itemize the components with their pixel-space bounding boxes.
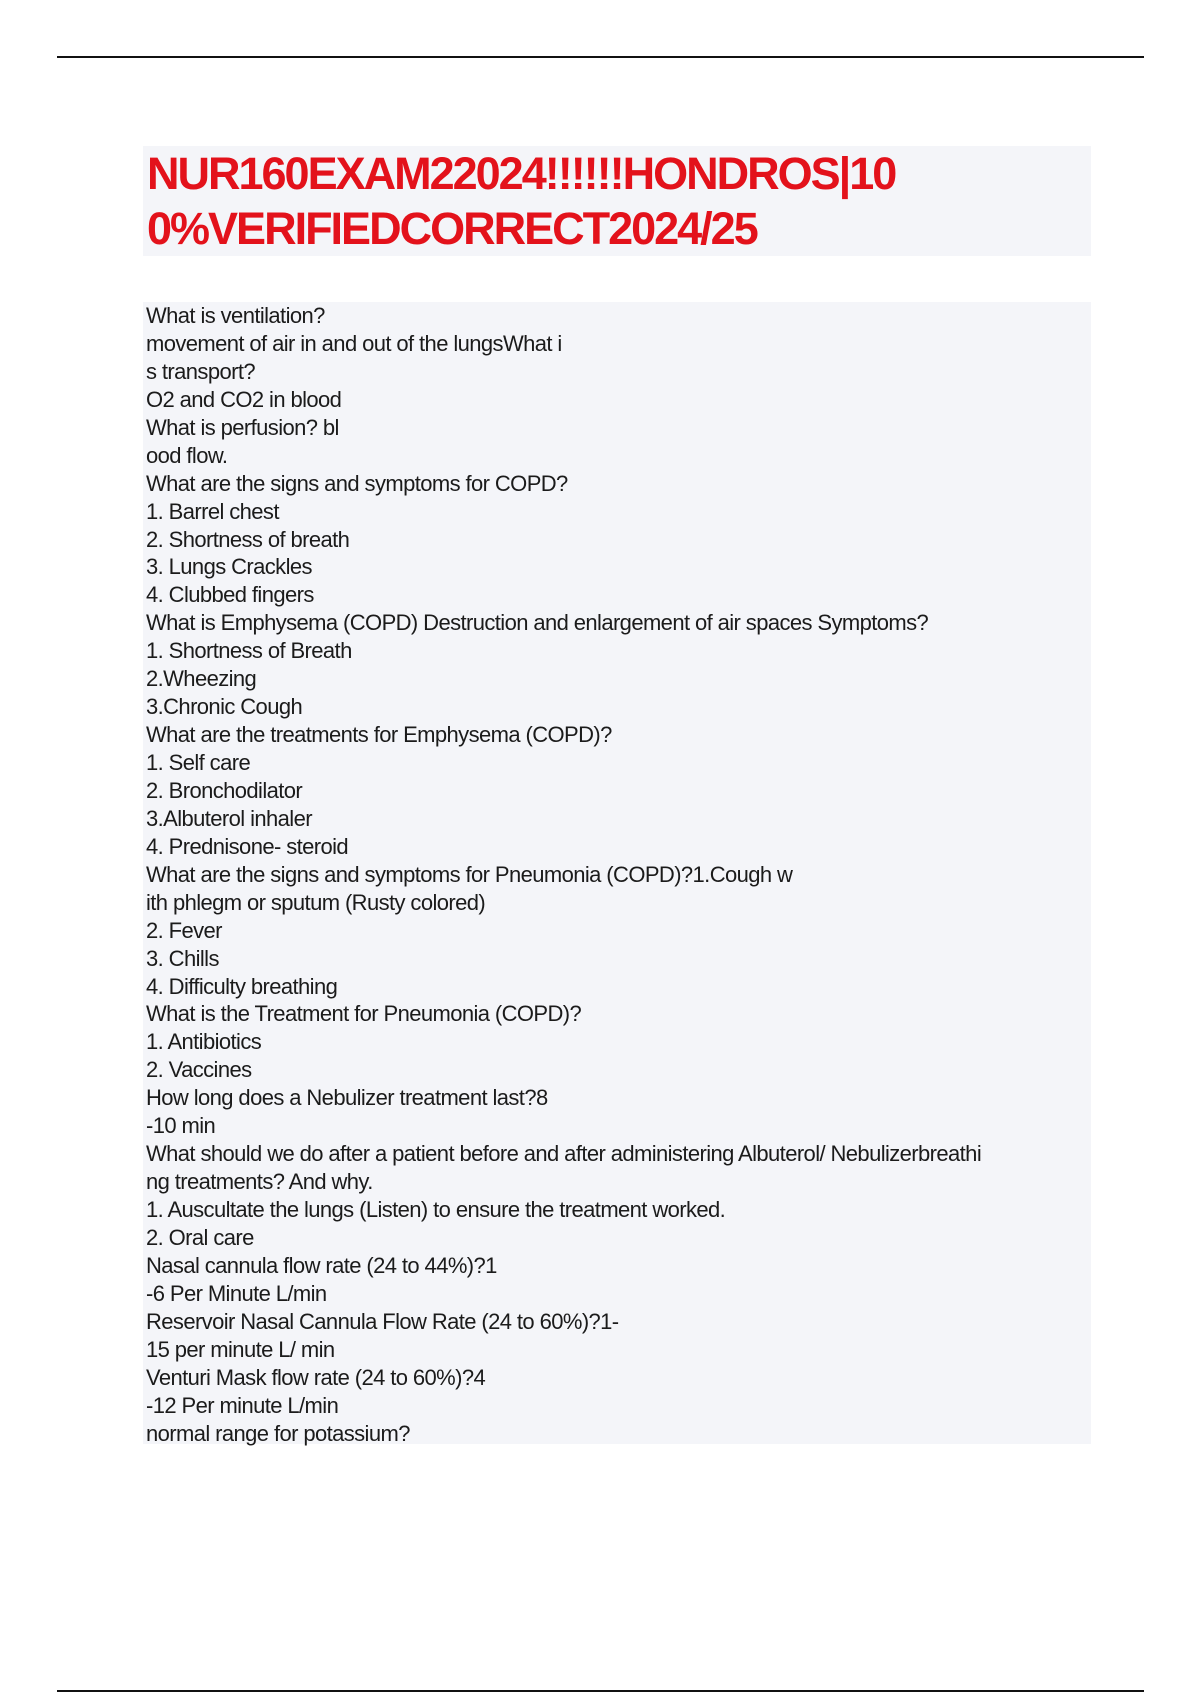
text-line: -6 Per Minute L/min	[146, 1280, 327, 1306]
text-line: What is perfusion? bl	[146, 414, 339, 440]
text-line: 3.Chronic Cough	[146, 694, 303, 720]
title-line-1: NUR160EXAM22024!!!!!!HONDROS|10	[147, 148, 896, 199]
text-line: 4. Clubbed fingers	[146, 582, 314, 608]
text-line: s transport?	[146, 358, 255, 384]
text-line: What should we do after a patient before and after administering Albuterol/ Nebulizerbreathi	[146, 1141, 982, 1167]
text-line: 3. Lungs Crackles	[146, 554, 312, 580]
text-line: -12 Per minute L/min	[146, 1392, 339, 1418]
text-line: Nasal cannula flow rate (24 to 44%)?1	[146, 1252, 497, 1278]
document-body	[143, 302, 1091, 1444]
text-line: What is Emphysema (COPD) Destruction and enlargement of air spaces Symptoms?	[146, 610, 929, 636]
text-line: 1. Antibiotics	[146, 1029, 262, 1055]
text-line: 2. Fever	[146, 917, 222, 943]
text-line: Venturi Mask flow rate (24 to 60%)?4	[146, 1364, 486, 1390]
text-line: 1. Barrel chest	[146, 498, 279, 524]
text-line: 3. Chills	[146, 945, 219, 971]
text-line: ood flow.	[146, 442, 228, 468]
text-line: 1. Self care	[146, 750, 251, 775]
top-rule	[57, 56, 1144, 58]
text-line: What is the Treatment for Pneumonia (COPD)?	[146, 1001, 582, 1027]
text-line: 1. Shortness of Breath	[146, 638, 352, 664]
text-line: What are the signs and symptoms for COPD?	[146, 470, 568, 496]
text-line: 15 per minute L/ min	[146, 1336, 335, 1362]
text-line: 2.Wheezing	[146, 666, 257, 692]
text-line: 4. Difficulty breathing	[146, 973, 338, 999]
text-line: 1. Auscultate the lungs (Listen) to ensure the treatment worked.	[146, 1197, 726, 1222]
text-line: ng treatments? And why.	[146, 1169, 373, 1195]
bottom-rule	[57, 1690, 1144, 1692]
document-title	[143, 146, 1091, 256]
text-line: What is ventilation?	[146, 303, 325, 328]
text-line: 2. Shortness of breath	[146, 526, 350, 552]
text-line: What are the signs and symptoms for Pneumonia (COPD)?1.Cough w	[146, 861, 793, 887]
text-line: 2. Vaccines	[146, 1057, 252, 1083]
title-line-2: 0%VERIFIEDCORRECT2024/25	[147, 203, 757, 254]
text-line: ith phlegm or sputum (Rusty colored)	[146, 889, 486, 915]
text-line: normal range for potassium?	[146, 1420, 410, 1446]
text-line: 3.Albuterol inhaler	[146, 805, 312, 831]
text-line: What are the treatments for Emphysema (COPD)?	[146, 722, 612, 748]
text-line: 2. Bronchodilator	[146, 777, 303, 803]
text-line: 4. Prednisone- steroid	[146, 833, 349, 859]
text-line: How long does a Nebulizer treatment last?8	[146, 1085, 548, 1111]
text-line: -10 min	[146, 1113, 216, 1139]
text-line: O2 and CO2 in blood	[146, 386, 342, 412]
text-line: movement of air in and out of the lungsWhat i	[146, 330, 562, 356]
text-line: Reservoir Nasal Cannula Flow Rate (24 to 60%)?1-	[146, 1308, 619, 1334]
text-line: 2. Oral care	[146, 1224, 254, 1250]
